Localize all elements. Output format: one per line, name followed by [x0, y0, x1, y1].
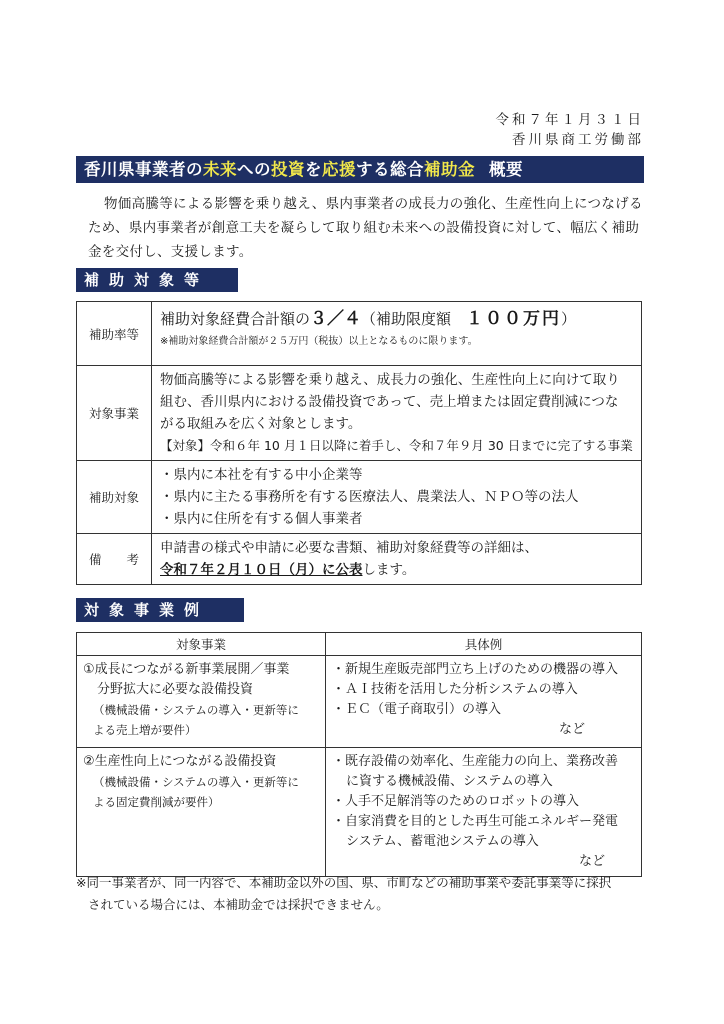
- text-line: 物価高騰等による影響を乗り越え、成長力の強化、生産性向上に向けて取り: [160, 372, 620, 388]
- example-item: ・人手不足解消等のためのロボットの導入: [332, 794, 580, 809]
- title-highlight: 補助金: [424, 160, 475, 179]
- business-requirement: よる固定費削減が要件）: [93, 795, 220, 809]
- footnote-line: されている場合には、本補助金では採択できません。: [88, 897, 389, 912]
- examples-cell: [326, 656, 642, 748]
- target-period: 【対象】令和６年 10 月１日以降に着手し、令和７年９月 30 日までに完了する事業: [160, 438, 633, 453]
- business-requirement: （機械設備・システムの導入・更新等に: [93, 703, 299, 717]
- title-part: する総合: [356, 160, 424, 179]
- business-cell: [77, 748, 326, 877]
- business-title: ①成長につながる新事業展開／事業: [83, 662, 290, 677]
- example-item: ・新規生産販売部門立ち上げのための機器の導入: [332, 662, 619, 677]
- title-part: 概要: [489, 160, 523, 179]
- publish-date: 令和７年２月１０日（月）に公表: [160, 562, 363, 578]
- target-business-cell: [152, 366, 642, 461]
- list-item: ・県内に住所を有する個人事業者: [160, 511, 363, 527]
- business-cell: [77, 656, 326, 748]
- column-header: 具体例: [326, 633, 642, 656]
- row-label-rate: 補助率等: [77, 302, 152, 366]
- row-label-target-business: 対象事業: [77, 366, 152, 461]
- table-row: [77, 748, 642, 877]
- example-item: システム、蓄電池システムの導入: [346, 834, 539, 849]
- title-part: を: [305, 160, 322, 179]
- title-highlight: 応援: [322, 160, 356, 179]
- example-item: ・ＡＩ技術を活用した分析システムの導入: [332, 682, 578, 697]
- rate-main: 補助対象経費合計額の３／４（補助限度額 １００万円）: [160, 309, 577, 329]
- example-item: ・自家消費を目的とした再生可能エネルギー発電: [332, 814, 619, 829]
- intro-line: ため、県内事業者が創意工夫を凝らして取り組む未来への設備投資に対して、幅広く補助: [88, 220, 640, 236]
- text-line: 申請書の様式や申請に必要な書類、補助対象経費等の詳細は、: [160, 540, 538, 556]
- intro-paragraph: [88, 192, 648, 264]
- eligible-cell: [152, 461, 642, 534]
- remarks-cell: [152, 534, 642, 585]
- etc-label: など: [558, 722, 585, 737]
- text-line: 令和７年２月１０日（月）に公表します。: [160, 562, 416, 578]
- business-requirement: よる売上増が要件）: [93, 723, 197, 737]
- examples-cell: [326, 748, 642, 877]
- row-label-eligible: 補助対象: [77, 461, 152, 534]
- list-item: ・県内に主たる事務所を有する医療法人、農業法人、ＮＰＯ等の法人: [160, 489, 579, 505]
- rate-cell: [152, 302, 642, 366]
- title-part: 香川県事業者の: [84, 160, 203, 179]
- document-title: [76, 156, 644, 183]
- intro-line: 物価高騰等による影響を乗り越え、県内事業者の成長力の強化、生産性向上につなげる: [104, 196, 643, 212]
- list-item: ・県内に本社を有する中小企業等: [160, 467, 363, 483]
- table-header-row: [77, 633, 642, 656]
- table-row: [77, 461, 642, 534]
- issue-info: [496, 110, 645, 150]
- etc-label: など: [578, 854, 605, 869]
- business-title: ②生産性向上につながる設備投資: [83, 754, 277, 769]
- business-requirement: （機械設備・システムの導入・更新等に: [93, 775, 299, 789]
- issue-date: 令和７年１月３１日: [495, 112, 644, 128]
- section-heading-examples: 対象事業例: [76, 598, 244, 622]
- row-label-remarks: 備 考: [77, 534, 152, 585]
- subsidy-target-table: [76, 301, 642, 585]
- title-part: への: [237, 160, 271, 179]
- text-line: がる取組みを広く対象とします。: [160, 416, 362, 432]
- business-title: 分野拡大に必要な設備投資: [97, 682, 254, 697]
- rate-note: ※補助対象経費合計額が２５万円（税抜）以上となるものに限ります。: [160, 336, 478, 347]
- title-highlight: 未来: [203, 160, 237, 179]
- footnote-line: ※同一事業者が、同一内容で、本補助金以外の国、県、市町などの補助事業や委託事業等に採択: [76, 875, 612, 890]
- footnote: [76, 872, 656, 916]
- example-item: ・既存設備の効率化、生産能力の向上、業務改善: [332, 754, 619, 769]
- section-heading-subsidy-target: 補助対象等: [76, 268, 238, 292]
- title-highlight: 投資: [271, 160, 305, 179]
- table-row: [77, 656, 642, 748]
- text-line: 組む、香川県内における設備投資であって、売上増または固定費削減につな: [160, 394, 619, 410]
- intro-line: 金を交付し、支援します。: [88, 244, 253, 260]
- table-row: [77, 302, 642, 366]
- issuing-department: 香川県商工労働部: [512, 132, 644, 148]
- examples-table: [76, 632, 642, 877]
- example-item: ・ＥＣ（電子商取引）の導入: [332, 702, 502, 717]
- example-item: に資する機械設備、システムの導入: [346, 774, 553, 789]
- table-row: [77, 366, 642, 461]
- column-header: 対象事業: [77, 633, 326, 656]
- table-row: [77, 534, 642, 585]
